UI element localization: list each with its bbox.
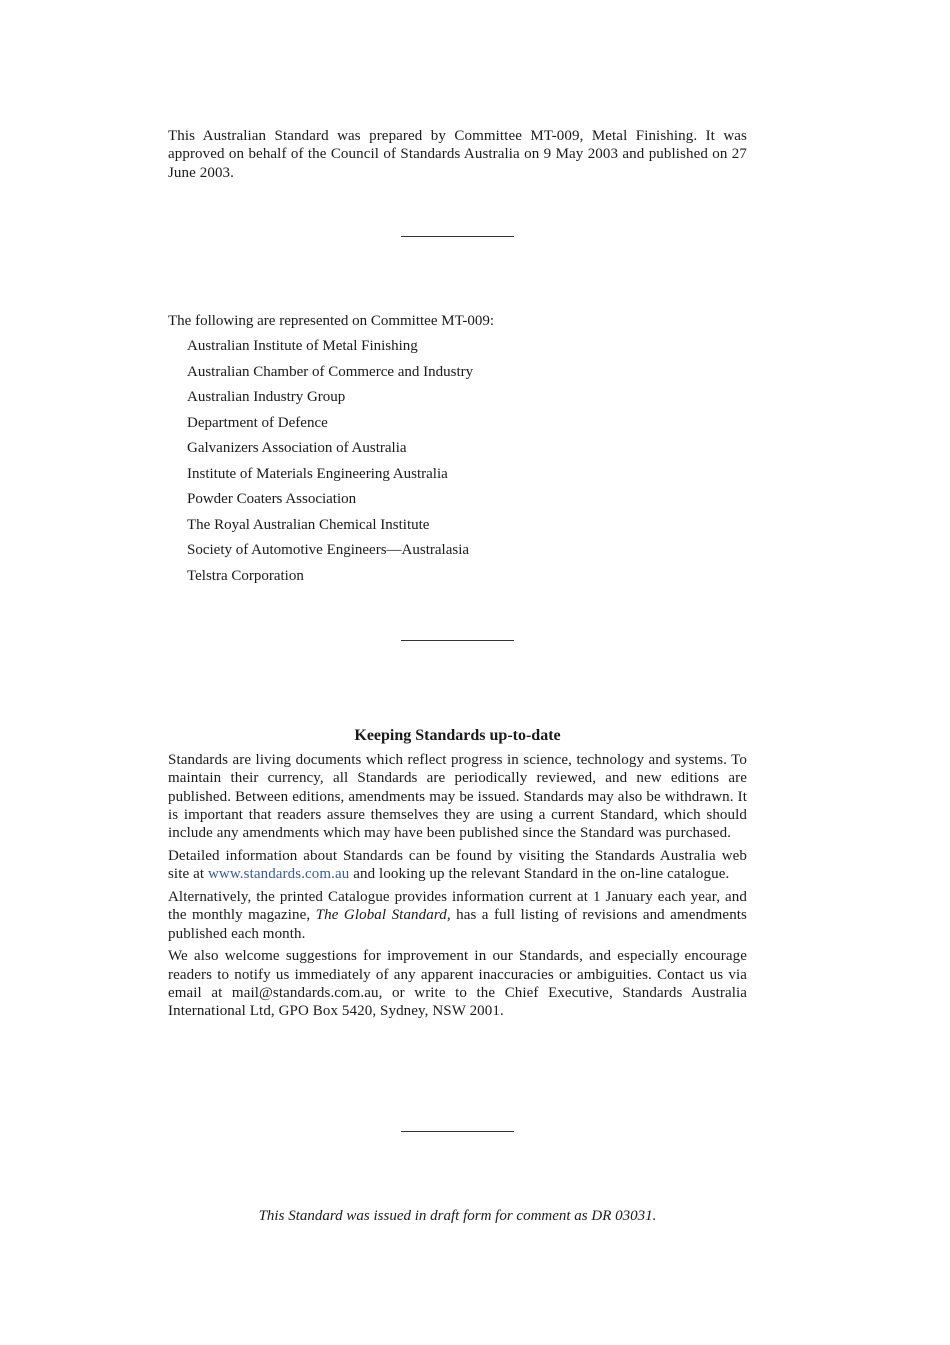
- update-info-block: [168, 751, 747, 1025]
- web-site-paragraph: [168, 847, 747, 884]
- member-list: [187, 337, 473, 592]
- member-item: Department of Defence: [187, 414, 328, 431]
- draft-note: This Standard was issued in draft form for comment as DR 03031.: [258, 1208, 657, 1224]
- section-divider-3: [401, 1131, 514, 1132]
- catalogue-text-after: , has a full listing of revisions and amendments published each month.: [168, 907, 747, 942]
- web-site-text-after: and looking up the relevant Standard in the on-line catalogue.: [349, 866, 730, 883]
- representation-intro: The following are represented on Committee MT-009:: [168, 313, 495, 329]
- member-item: Australian Industry Group: [187, 389, 346, 405]
- section-divider-1: [401, 236, 514, 237]
- member-item: Galvanizers Association of Australia: [187, 440, 407, 456]
- member-item: Australian Institute of Metal Finishing: [187, 338, 418, 354]
- suggestions-paragraph: We also welcome suggestions for improvement in our Standards, and especially encourage readers to notify us immediately of any apparent inaccuracies or ambiguities. Contact us via email at mail@standards.com.au, or write to the Chief Executive, Standards Australia International Ltd, GPO Box 5420, Sydney, NSW 2001.: [168, 948, 747, 1020]
- catalogue-text-before: Alternatively, the printed Catalogue provides information current at 1 January each year, and the monthly magazine,: [168, 889, 747, 924]
- living-documents-paragraph: Standards are living documents which reflect progress in science, technology and systems. To maintain their currency, all Standards are periodically reviewed, and new editions are published. Between editions, amendments may be issued. Standards may also be withdrawn. It is important that readers assure themselves they are using a current Standard, which should include any amendments which may have been published since the Standard was purchased.: [168, 752, 747, 842]
- preparation-note: This Australian Standard was prepared by Committee MT-009, Metal Finishing. It was approved on behalf of the Council of Standards Australia on 9 May 2003 and published on 27 June 2003.: [168, 128, 747, 181]
- section-heading: Keeping Standards up-to-date: [354, 727, 561, 744]
- member-item: Australian Chamber of Commerce and Industry: [187, 363, 474, 380]
- website-link[interactable]: www.standards.com.au: [207, 866, 350, 883]
- catalogue-paragraph: [168, 888, 747, 943]
- member-item: The Royal Australian Chemical Institute: [187, 516, 430, 533]
- web-site-text-before: Detailed information about Standards can be found by visiting the Standards Australia web site at: [168, 847, 747, 883]
- section-divider-2: [401, 640, 514, 641]
- preparation-note-block: [168, 127, 747, 182]
- member-item: Institute of Materials Engineering Australia: [187, 465, 448, 482]
- member-item: Society of Automotive Engineers—Australasia: [187, 542, 470, 558]
- member-item: Powder Coaters Association: [187, 491, 357, 507]
- member-item: Telstra Corporation: [187, 567, 304, 584]
- magazine-title: The Global Standard: [315, 907, 447, 924]
